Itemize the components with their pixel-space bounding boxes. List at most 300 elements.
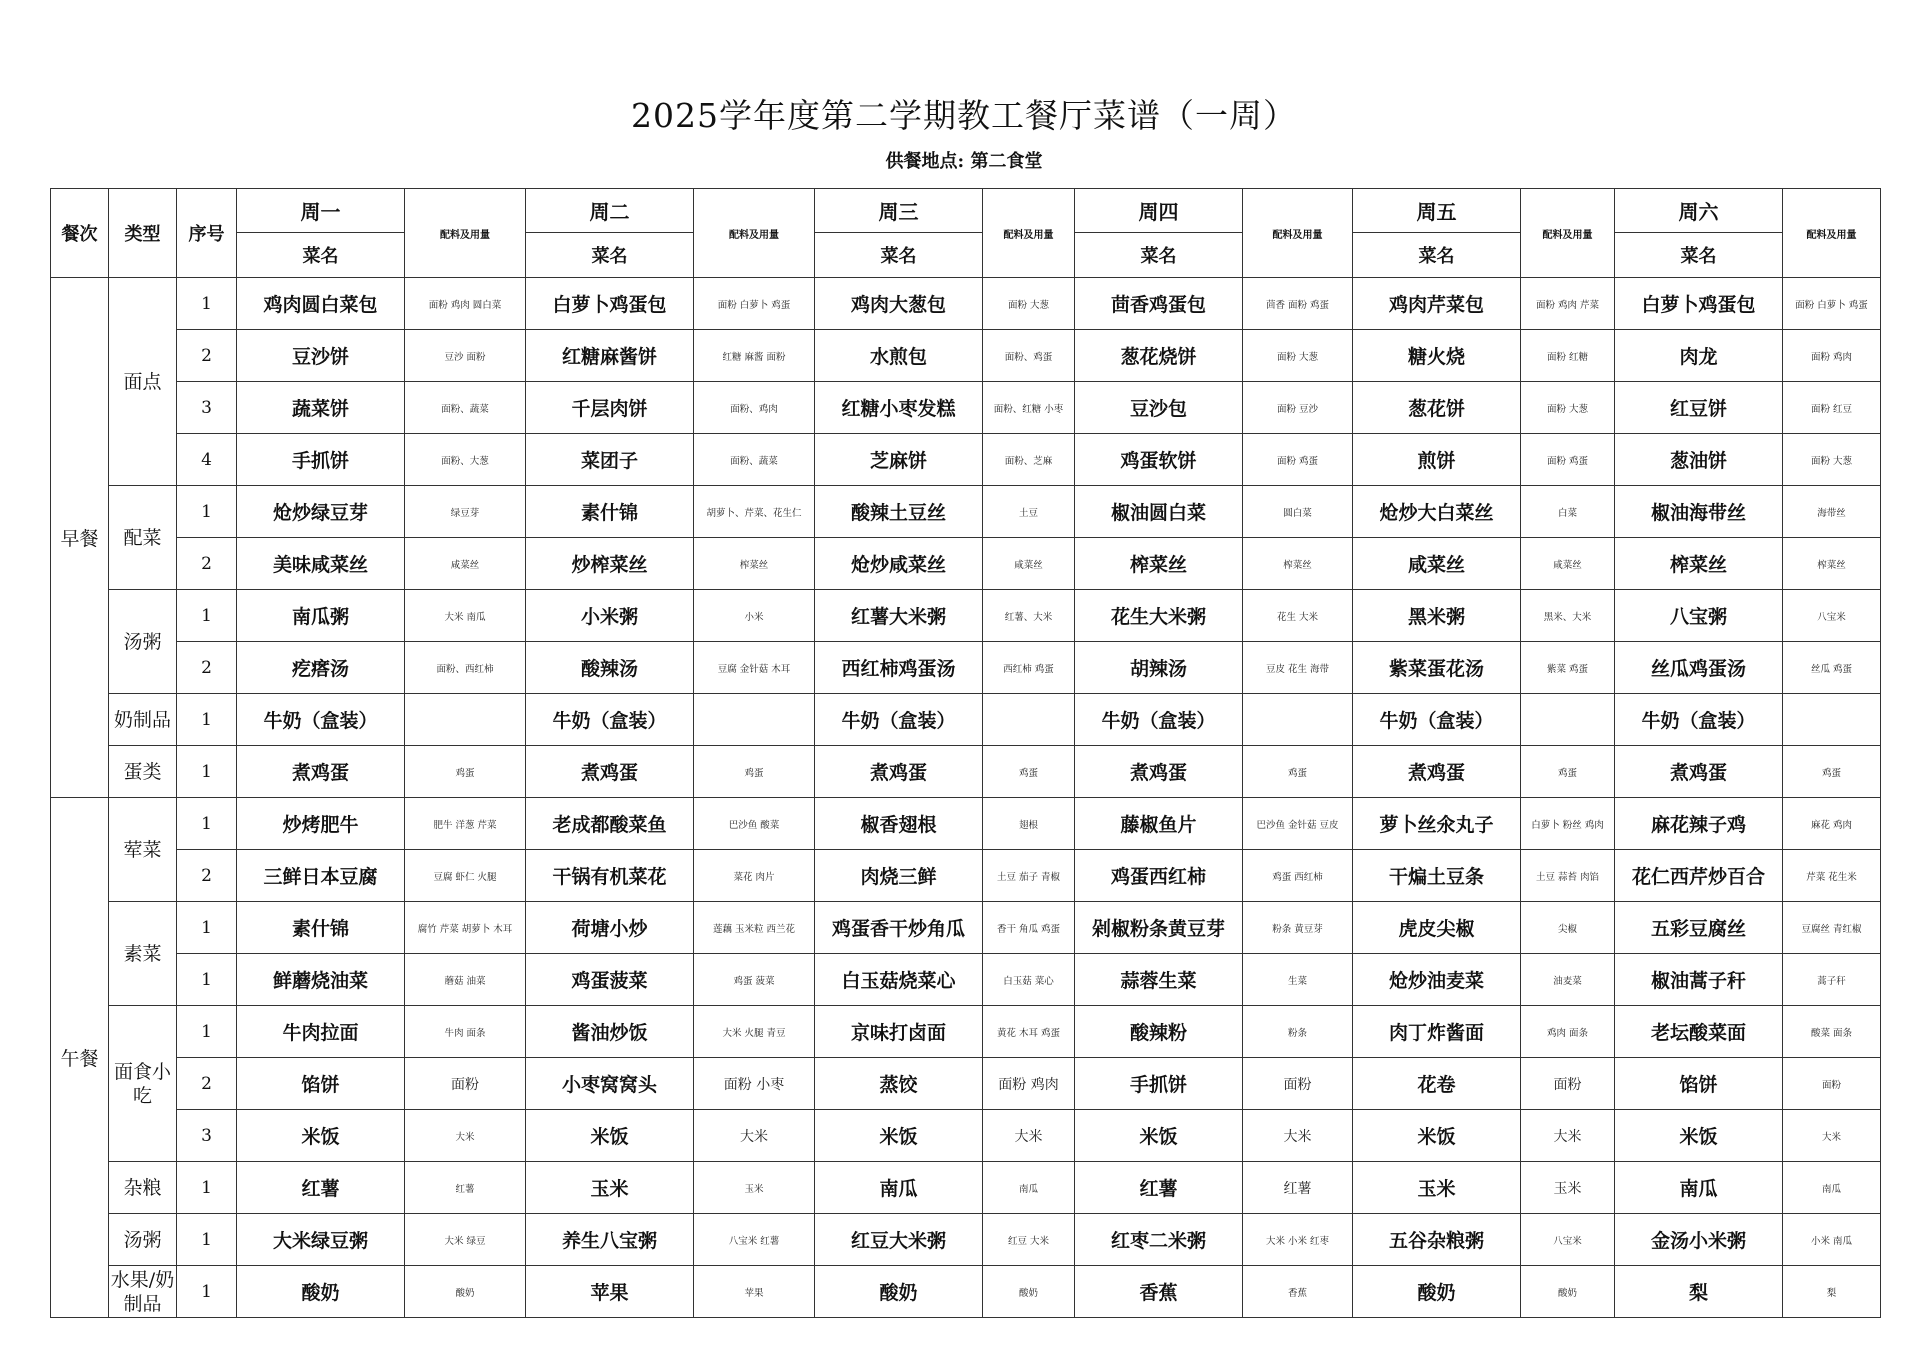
ingredient-cell: 红薯 bbox=[1243, 1162, 1353, 1214]
dish-cell: 西红柿鸡蛋汤 bbox=[815, 642, 983, 694]
ingredient-cell: 油麦菜 bbox=[1521, 954, 1615, 1006]
header-dish-name: 菜名 bbox=[1615, 233, 1783, 278]
header-day: 周六 bbox=[1615, 189, 1783, 233]
header-ingredients: 配料及用量 bbox=[983, 189, 1075, 278]
type-cell: 杂粮 bbox=[109, 1162, 177, 1214]
dish-cell: 肉烧三鲜 bbox=[815, 850, 983, 902]
ingredient-cell bbox=[1521, 694, 1615, 746]
ingredient-cell: 小米 bbox=[694, 590, 815, 642]
ingredient-cell: 西红柿 鸡蛋 bbox=[983, 642, 1075, 694]
ingredient-cell: 酸奶 bbox=[1521, 1266, 1615, 1318]
header-ingredients: 配料及用量 bbox=[405, 189, 526, 278]
type-cell: 素菜 bbox=[109, 902, 177, 1006]
ingredient-cell: 面粉 红糖 bbox=[1521, 330, 1615, 382]
ingredient-cell: 酸奶 bbox=[983, 1266, 1075, 1318]
header-dish-name: 菜名 bbox=[237, 233, 405, 278]
dish-cell: 花仁西芹炒百合 bbox=[1615, 850, 1783, 902]
dish-cell: 葱油饼 bbox=[1615, 434, 1783, 486]
dish-cell: 花生大米粥 bbox=[1075, 590, 1243, 642]
seq-cell: 1 bbox=[177, 746, 237, 798]
type-cell: 面点 bbox=[109, 278, 177, 486]
ingredient-cell: 面粉 鸡肉 圆白菜 bbox=[405, 278, 526, 330]
dish-cell: 牛奶（盒装） bbox=[815, 694, 983, 746]
dish-cell: 芝麻饼 bbox=[815, 434, 983, 486]
header-ingredients: 配料及用量 bbox=[1243, 189, 1353, 278]
header-type: 类型 bbox=[109, 189, 177, 278]
dish-cell: 红豆饼 bbox=[1615, 382, 1783, 434]
table-row bbox=[51, 902, 1881, 954]
dish-cell: 酸奶 bbox=[815, 1266, 983, 1318]
ingredient-cell: 鸡蛋 bbox=[405, 746, 526, 798]
ingredient-cell: 肥牛 洋葱 芹菜 bbox=[405, 798, 526, 850]
dish-cell: 胡辣汤 bbox=[1075, 642, 1243, 694]
ingredient-cell: 白玉菇 菜心 bbox=[983, 954, 1075, 1006]
page-title: 2025学年度第二学期教工餐厅菜谱（一周） bbox=[631, 96, 1297, 135]
ingredient-cell: 南瓜 bbox=[1783, 1162, 1881, 1214]
dish-cell: 丝瓜鸡蛋汤 bbox=[1615, 642, 1783, 694]
table-row bbox=[51, 434, 1881, 486]
dish-cell: 酸辣粉 bbox=[1075, 1006, 1243, 1058]
table-row bbox=[51, 382, 1881, 434]
ingredient-cell: 鸡蛋 bbox=[983, 746, 1075, 798]
header-dish-name: 菜名 bbox=[1353, 233, 1521, 278]
dish-cell: 榨菜丝 bbox=[1615, 538, 1783, 590]
ingredient-cell: 玉米 bbox=[1521, 1162, 1615, 1214]
dish-cell: 煮鸡蛋 bbox=[526, 746, 694, 798]
ingredient-cell: 面粉 红豆 bbox=[1783, 382, 1881, 434]
dish-cell: 红豆大米粥 bbox=[815, 1214, 983, 1266]
ingredient-cell: 咸菜丝 bbox=[405, 538, 526, 590]
dish-cell: 老成都酸菜鱼 bbox=[526, 798, 694, 850]
ingredient-cell: 面粉 bbox=[405, 1058, 526, 1110]
ingredient-cell: 大米 bbox=[694, 1110, 815, 1162]
ingredient-cell: 芹菜 花生米 bbox=[1783, 850, 1881, 902]
seq-cell: 3 bbox=[177, 382, 237, 434]
ingredient-cell: 面粉 鸡肉 bbox=[1783, 330, 1881, 382]
dish-cell: 蒸饺 bbox=[815, 1058, 983, 1110]
type-cell: 汤粥 bbox=[109, 590, 177, 694]
header-day: 周三 bbox=[815, 189, 983, 233]
dish-cell: 煎饼 bbox=[1353, 434, 1521, 486]
table-row bbox=[51, 642, 1881, 694]
ingredient-cell: 面粉、鸡肉 bbox=[694, 382, 815, 434]
table-row bbox=[51, 1214, 1881, 1266]
ingredient-cell: 胡萝卜、芹菜、花生仁 bbox=[694, 486, 815, 538]
table-row bbox=[51, 954, 1881, 1006]
dish-cell: 葱花烧饼 bbox=[1075, 330, 1243, 382]
dish-cell: 黑米粥 bbox=[1353, 590, 1521, 642]
table-row bbox=[51, 694, 1881, 746]
dish-cell: 鸡肉圆白菜包 bbox=[237, 278, 405, 330]
dish-cell: 金汤小米粥 bbox=[1615, 1214, 1783, 1266]
dish-cell: 八宝粥 bbox=[1615, 590, 1783, 642]
table-row bbox=[51, 1058, 1881, 1110]
dish-cell: 南瓜 bbox=[815, 1162, 983, 1214]
ingredient-cell: 面粉 鸡肉 芹菜 bbox=[1521, 278, 1615, 330]
ingredient-cell: 莲藕 玉米粒 西兰花 bbox=[694, 902, 815, 954]
dish-cell: 椒香翅根 bbox=[815, 798, 983, 850]
dish-cell: 水煎包 bbox=[815, 330, 983, 382]
table-row bbox=[51, 330, 1881, 382]
seq-cell: 2 bbox=[177, 850, 237, 902]
seq-cell: 1 bbox=[177, 1162, 237, 1214]
header-ingredients: 配料及用量 bbox=[694, 189, 815, 278]
ingredient-cell: 土豆 bbox=[983, 486, 1075, 538]
dish-cell: 干锅有机菜花 bbox=[526, 850, 694, 902]
ingredient-cell: 大米 小米 红枣 bbox=[1243, 1214, 1353, 1266]
ingredient-cell: 鸡蛋 bbox=[1783, 746, 1881, 798]
ingredient-cell: 蒿子秆 bbox=[1783, 954, 1881, 1006]
seq-cell: 4 bbox=[177, 434, 237, 486]
seq-cell: 1 bbox=[177, 694, 237, 746]
ingredient-cell: 面粉、蔬菜 bbox=[405, 382, 526, 434]
dish-cell: 米饭 bbox=[1615, 1110, 1783, 1162]
ingredient-cell: 玉米 bbox=[694, 1162, 815, 1214]
ingredient-cell: 红豆 大米 bbox=[983, 1214, 1075, 1266]
ingredient-cell: 八宝米 bbox=[1521, 1214, 1615, 1266]
dish-cell: 美味咸菜丝 bbox=[237, 538, 405, 590]
dish-cell: 三鲜日本豆腐 bbox=[237, 850, 405, 902]
ingredient-cell: 白萝卜 粉丝 鸡肉 bbox=[1521, 798, 1615, 850]
dish-cell: 荷塘小炒 bbox=[526, 902, 694, 954]
dish-cell: 煮鸡蛋 bbox=[815, 746, 983, 798]
ingredient-cell: 面粉、鸡蛋 bbox=[983, 330, 1075, 382]
dish-cell: 米饭 bbox=[237, 1110, 405, 1162]
type-cell: 汤粥 bbox=[109, 1214, 177, 1266]
menu-table bbox=[50, 188, 1881, 1318]
ingredient-cell: 蘑菇 油菜 bbox=[405, 954, 526, 1006]
ingredient-cell: 榨菜丝 bbox=[1783, 538, 1881, 590]
dish-cell: 花卷 bbox=[1353, 1058, 1521, 1110]
dish-cell: 牛奶（盒装） bbox=[1353, 694, 1521, 746]
dish-cell: 藤椒鱼片 bbox=[1075, 798, 1243, 850]
dish-cell: 干煸土豆条 bbox=[1353, 850, 1521, 902]
dish-cell: 牛奶（盒装） bbox=[526, 694, 694, 746]
dish-cell: 苹果 bbox=[526, 1266, 694, 1318]
ingredient-cell bbox=[405, 694, 526, 746]
header-day: 周二 bbox=[526, 189, 694, 233]
dish-cell: 牛奶（盒装） bbox=[237, 694, 405, 746]
table-row bbox=[51, 1110, 1881, 1162]
seq-cell: 1 bbox=[177, 278, 237, 330]
dish-cell: 香蕉 bbox=[1075, 1266, 1243, 1318]
ingredient-cell: 榨菜丝 bbox=[694, 538, 815, 590]
ingredient-cell: 香蕉 bbox=[1243, 1266, 1353, 1318]
ingredient-cell: 八宝米 红薯 bbox=[694, 1214, 815, 1266]
ingredient-cell: 香干 角瓜 鸡蛋 bbox=[983, 902, 1075, 954]
dish-cell: 酱油炒饭 bbox=[526, 1006, 694, 1058]
dish-cell: 红薯 bbox=[237, 1162, 405, 1214]
header-day: 周五 bbox=[1353, 189, 1521, 233]
ingredient-cell: 面粉 bbox=[1243, 1058, 1353, 1110]
dish-cell: 椒油海带丝 bbox=[1615, 486, 1783, 538]
meal-cell: 早餐 bbox=[51, 278, 109, 798]
ingredient-cell: 生菜 bbox=[1243, 954, 1353, 1006]
header-row bbox=[51, 189, 1881, 233]
ingredient-cell: 大米 绿豆 bbox=[405, 1214, 526, 1266]
dish-cell: 红糖小枣发糕 bbox=[815, 382, 983, 434]
ingredient-cell: 丝瓜 鸡蛋 bbox=[1783, 642, 1881, 694]
dish-cell: 茴香鸡蛋包 bbox=[1075, 278, 1243, 330]
ingredient-cell: 土豆 蒜苔 肉馅 bbox=[1521, 850, 1615, 902]
table-row bbox=[51, 590, 1881, 642]
ingredient-cell: 咸菜丝 bbox=[1521, 538, 1615, 590]
type-cell: 水果/奶制品 bbox=[109, 1266, 177, 1318]
ingredient-cell: 面粉 鸡肉 bbox=[983, 1058, 1075, 1110]
ingredient-cell: 大米 bbox=[405, 1110, 526, 1162]
ingredient-cell bbox=[983, 694, 1075, 746]
seq-cell: 1 bbox=[177, 590, 237, 642]
header-ingredients: 配料及用量 bbox=[1521, 189, 1615, 278]
ingredient-cell: 面粉 大葱 bbox=[1783, 434, 1881, 486]
dish-cell: 馅饼 bbox=[1615, 1058, 1783, 1110]
dish-cell: 白玉菇烧菜心 bbox=[815, 954, 983, 1006]
dish-cell: 五彩豆腐丝 bbox=[1615, 902, 1783, 954]
ingredient-cell: 酸奶 bbox=[405, 1266, 526, 1318]
dish-cell: 牛奶（盒装） bbox=[1075, 694, 1243, 746]
dish-cell: 豆沙包 bbox=[1075, 382, 1243, 434]
ingredient-cell: 鸡蛋 西红柿 bbox=[1243, 850, 1353, 902]
seq-cell: 2 bbox=[177, 1058, 237, 1110]
seq-cell: 2 bbox=[177, 642, 237, 694]
table-row bbox=[51, 538, 1881, 590]
seq-cell: 1 bbox=[177, 798, 237, 850]
ingredient-cell: 榨菜丝 bbox=[1243, 538, 1353, 590]
dish-cell: 鲜蘑烧油菜 bbox=[237, 954, 405, 1006]
seq-cell: 1 bbox=[177, 954, 237, 1006]
dish-cell: 蔬菜饼 bbox=[237, 382, 405, 434]
ingredient-cell: 鸡蛋 bbox=[694, 746, 815, 798]
dish-cell: 小枣窝窝头 bbox=[526, 1058, 694, 1110]
dish-cell: 葱花饼 bbox=[1353, 382, 1521, 434]
ingredient-cell: 翅根 bbox=[983, 798, 1075, 850]
dish-cell: 煮鸡蛋 bbox=[1615, 746, 1783, 798]
ingredient-cell: 大米 bbox=[1521, 1110, 1615, 1162]
ingredient-cell bbox=[694, 694, 815, 746]
dish-cell: 椒油圆白菜 bbox=[1075, 486, 1243, 538]
dish-cell: 酸辣汤 bbox=[526, 642, 694, 694]
dish-cell: 炝炒绿豆芽 bbox=[237, 486, 405, 538]
ingredient-cell: 紫菜 鸡蛋 bbox=[1521, 642, 1615, 694]
ingredient-cell: 豆腐丝 青红椒 bbox=[1783, 902, 1881, 954]
seq-cell: 2 bbox=[177, 330, 237, 382]
ingredient-cell: 茴香 面粉 鸡蛋 bbox=[1243, 278, 1353, 330]
ingredient-cell: 大米 南瓜 bbox=[405, 590, 526, 642]
meal-cell: 午餐 bbox=[51, 798, 109, 1318]
table-row bbox=[51, 1266, 1881, 1318]
dish-cell: 红枣二米粥 bbox=[1075, 1214, 1243, 1266]
dish-cell: 素什锦 bbox=[237, 902, 405, 954]
ingredient-cell: 面粉 大葱 bbox=[1243, 330, 1353, 382]
ingredient-cell: 面粉 白萝卜 鸡蛋 bbox=[694, 278, 815, 330]
ingredient-cell: 海带丝 bbox=[1783, 486, 1881, 538]
dish-cell: 豆沙饼 bbox=[237, 330, 405, 382]
dish-cell: 老坛酸菜面 bbox=[1615, 1006, 1783, 1058]
dish-cell: 大米绿豆粥 bbox=[237, 1214, 405, 1266]
ingredient-cell bbox=[1243, 694, 1353, 746]
ingredient-cell: 巴沙鱼 酸菜 bbox=[694, 798, 815, 850]
ingredient-cell: 尖椒 bbox=[1521, 902, 1615, 954]
page-subtitle: 供餐地点: 第二食堂 bbox=[885, 151, 1043, 172]
dish-cell: 米饭 bbox=[1075, 1110, 1243, 1162]
ingredient-cell: 面粉、红糖 小枣 bbox=[983, 382, 1075, 434]
dish-cell: 鸡蛋软饼 bbox=[1075, 434, 1243, 486]
ingredient-cell: 梨 bbox=[1783, 1266, 1881, 1318]
ingredient-cell: 圆白菜 bbox=[1243, 486, 1353, 538]
dish-cell: 酸奶 bbox=[237, 1266, 405, 1318]
dish-cell: 煮鸡蛋 bbox=[1353, 746, 1521, 798]
dish-cell: 鸡肉芹菜包 bbox=[1353, 278, 1521, 330]
ingredient-cell: 小米 南瓜 bbox=[1783, 1214, 1881, 1266]
table-row bbox=[51, 746, 1881, 798]
ingredient-cell: 红糖 麻酱 面粉 bbox=[694, 330, 815, 382]
ingredient-cell: 面粉、大葱 bbox=[405, 434, 526, 486]
seq-cell: 2 bbox=[177, 538, 237, 590]
dish-cell: 牛肉拉面 bbox=[237, 1006, 405, 1058]
ingredient-cell: 鸡蛋 bbox=[1243, 746, 1353, 798]
header-dish-name: 菜名 bbox=[1075, 233, 1243, 278]
dish-cell: 红糖麻酱饼 bbox=[526, 330, 694, 382]
dish-cell: 白萝卜鸡蛋包 bbox=[526, 278, 694, 330]
header-ingredients: 配料及用量 bbox=[1783, 189, 1881, 278]
table-row bbox=[51, 278, 1881, 330]
ingredient-cell: 麻花 鸡肉 bbox=[1783, 798, 1881, 850]
dish-cell: 素什锦 bbox=[526, 486, 694, 538]
dish-cell: 京味打卤面 bbox=[815, 1006, 983, 1058]
dish-cell: 红薯 bbox=[1075, 1162, 1243, 1214]
type-cell: 奶制品 bbox=[109, 694, 177, 746]
dish-cell: 南瓜 bbox=[1615, 1162, 1783, 1214]
table-row bbox=[51, 850, 1881, 902]
ingredient-cell: 花生 大米 bbox=[1243, 590, 1353, 642]
dish-cell: 小米粥 bbox=[526, 590, 694, 642]
ingredient-cell: 面粉 bbox=[1521, 1058, 1615, 1110]
dish-cell: 玉米 bbox=[526, 1162, 694, 1214]
dish-cell: 肉丁炸酱面 bbox=[1353, 1006, 1521, 1058]
dish-cell: 红薯大米粥 bbox=[815, 590, 983, 642]
ingredient-cell: 黑米、大米 bbox=[1521, 590, 1615, 642]
ingredient-cell: 菜花 肉片 bbox=[694, 850, 815, 902]
dish-cell: 鸡肉大葱包 bbox=[815, 278, 983, 330]
ingredient-cell: 大米 火腿 青豆 bbox=[694, 1006, 815, 1058]
ingredient-cell: 豆腐 金针菇 木耳 bbox=[694, 642, 815, 694]
ingredient-cell: 红薯 bbox=[405, 1162, 526, 1214]
dish-cell: 椒油蒿子秆 bbox=[1615, 954, 1783, 1006]
ingredient-cell: 黄花 木耳 鸡蛋 bbox=[983, 1006, 1075, 1058]
table-row bbox=[51, 1006, 1881, 1058]
header-dish-name: 菜名 bbox=[526, 233, 694, 278]
dish-cell: 剁椒粉条黄豆芽 bbox=[1075, 902, 1243, 954]
type-cell: 荤菜 bbox=[109, 798, 177, 902]
ingredient-cell: 绿豆芽 bbox=[405, 486, 526, 538]
ingredient-cell: 面粉、蔬菜 bbox=[694, 434, 815, 486]
dish-cell: 煮鸡蛋 bbox=[1075, 746, 1243, 798]
type-cell: 面食小吃 bbox=[109, 1006, 177, 1162]
dish-cell: 炝炒咸菜丝 bbox=[815, 538, 983, 590]
dish-cell: 米饭 bbox=[815, 1110, 983, 1162]
type-cell: 蛋类 bbox=[109, 746, 177, 798]
dish-cell: 千层肉饼 bbox=[526, 382, 694, 434]
ingredient-cell: 面粉 大葱 bbox=[1521, 382, 1615, 434]
dish-cell: 玉米 bbox=[1353, 1162, 1521, 1214]
header-day: 周四 bbox=[1075, 189, 1243, 233]
dish-cell: 米饭 bbox=[526, 1110, 694, 1162]
dish-cell: 白萝卜鸡蛋包 bbox=[1615, 278, 1783, 330]
ingredient-cell: 大米 bbox=[1783, 1110, 1881, 1162]
table-row bbox=[51, 1162, 1881, 1214]
dish-cell: 鸡蛋香干炒角瓜 bbox=[815, 902, 983, 954]
dish-cell: 米饭 bbox=[1353, 1110, 1521, 1162]
ingredient-cell: 面粉、芝麻 bbox=[983, 434, 1075, 486]
dish-cell: 炝炒大白菜丝 bbox=[1353, 486, 1521, 538]
dish-cell: 炒榨菜丝 bbox=[526, 538, 694, 590]
ingredient-cell: 面粉 bbox=[1783, 1058, 1881, 1110]
dish-cell: 牛奶（盒装） bbox=[1615, 694, 1783, 746]
header-seq: 序号 bbox=[177, 189, 237, 278]
dish-cell: 菜团子 bbox=[526, 434, 694, 486]
header-meal: 餐次 bbox=[51, 189, 109, 278]
dish-cell: 蒜蓉生菜 bbox=[1075, 954, 1243, 1006]
dish-cell: 肉龙 bbox=[1615, 330, 1783, 382]
dish-cell: 酸奶 bbox=[1353, 1266, 1521, 1318]
ingredient-cell: 土豆 茄子 青椒 bbox=[983, 850, 1075, 902]
dish-cell: 萝卜丝氽丸子 bbox=[1353, 798, 1521, 850]
seq-cell: 1 bbox=[177, 902, 237, 954]
dish-cell: 馅饼 bbox=[237, 1058, 405, 1110]
ingredient-cell: 牛肉 面条 bbox=[405, 1006, 526, 1058]
ingredient-cell: 大米 bbox=[1243, 1110, 1353, 1162]
ingredient-cell: 粉条 黄豆芽 bbox=[1243, 902, 1353, 954]
dish-cell: 疙瘩汤 bbox=[237, 642, 405, 694]
seq-cell: 1 bbox=[177, 1006, 237, 1058]
seq-cell: 1 bbox=[177, 1266, 237, 1318]
table-row bbox=[51, 486, 1881, 538]
ingredient-cell: 白菜 bbox=[1521, 486, 1615, 538]
ingredient-cell: 面粉 大葱 bbox=[983, 278, 1075, 330]
seq-cell: 1 bbox=[177, 486, 237, 538]
ingredient-cell: 豆皮 花生 海带 bbox=[1243, 642, 1353, 694]
ingredient-cell: 大米 bbox=[983, 1110, 1075, 1162]
header-day: 周一 bbox=[237, 189, 405, 233]
dish-cell: 炒烤肥牛 bbox=[237, 798, 405, 850]
ingredient-cell: 红薯、大米 bbox=[983, 590, 1075, 642]
dish-cell: 虎皮尖椒 bbox=[1353, 902, 1521, 954]
dish-cell: 手抓饼 bbox=[237, 434, 405, 486]
seq-cell: 3 bbox=[177, 1110, 237, 1162]
dish-cell: 手抓饼 bbox=[1075, 1058, 1243, 1110]
dish-cell: 养生八宝粥 bbox=[526, 1214, 694, 1266]
ingredient-cell: 八宝米 bbox=[1783, 590, 1881, 642]
dish-cell: 五谷杂粮粥 bbox=[1353, 1214, 1521, 1266]
ingredient-cell: 腐竹 芹菜 胡萝卜 木耳 bbox=[405, 902, 526, 954]
type-cell: 配菜 bbox=[109, 486, 177, 590]
ingredient-cell: 豆腐 虾仁 火腿 bbox=[405, 850, 526, 902]
seq-cell: 1 bbox=[177, 1214, 237, 1266]
dish-cell: 酸辣土豆丝 bbox=[815, 486, 983, 538]
dish-cell: 榨菜丝 bbox=[1075, 538, 1243, 590]
table-row bbox=[51, 798, 1881, 850]
dish-cell: 鸡蛋菠菜 bbox=[526, 954, 694, 1006]
dish-cell: 煮鸡蛋 bbox=[237, 746, 405, 798]
ingredient-cell: 豆沙 面粉 bbox=[405, 330, 526, 382]
ingredient-cell: 面粉 鸡蛋 bbox=[1243, 434, 1353, 486]
ingredient-cell: 南瓜 bbox=[983, 1162, 1075, 1214]
ingredient-cell: 面粉 鸡蛋 bbox=[1521, 434, 1615, 486]
ingredient-cell: 鸡蛋 bbox=[1521, 746, 1615, 798]
ingredient-cell: 苹果 bbox=[694, 1266, 815, 1318]
ingredient-cell: 咸菜丝 bbox=[983, 538, 1075, 590]
ingredient-cell: 面粉 白萝卜 鸡蛋 bbox=[1783, 278, 1881, 330]
